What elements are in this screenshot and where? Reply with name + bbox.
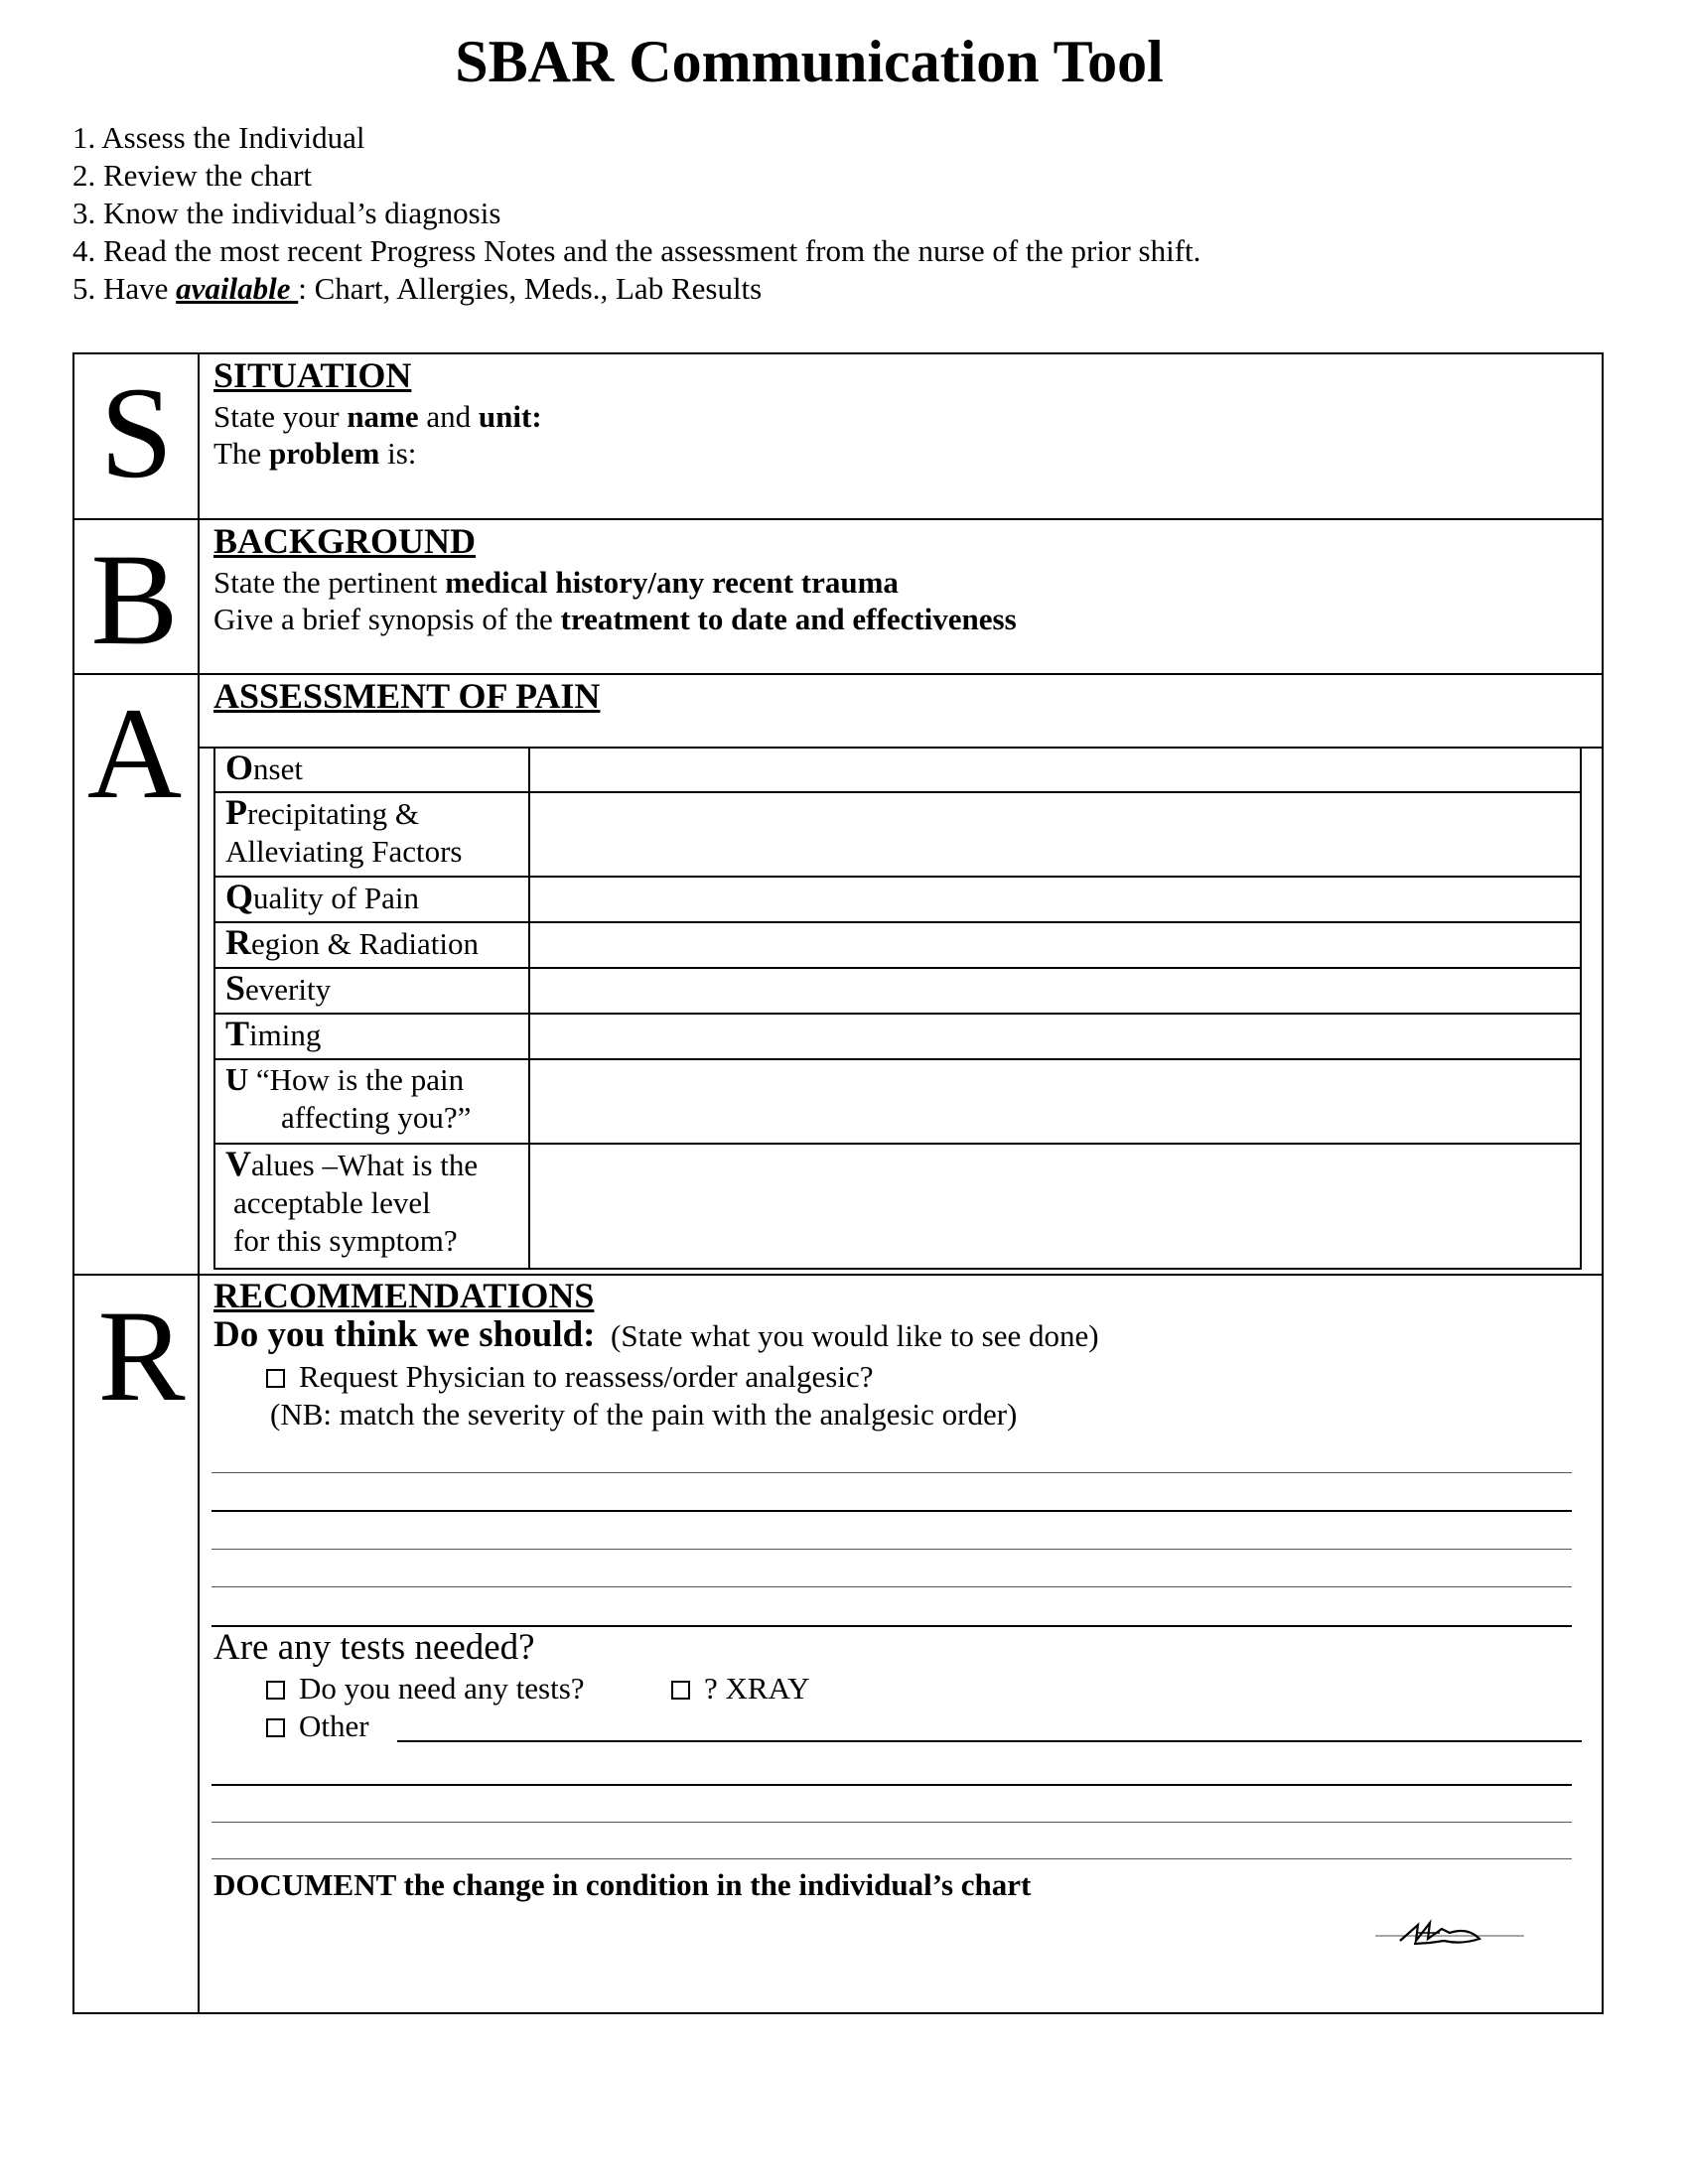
section-letter-s: S — [99, 359, 174, 505]
text-bold: treatment to date and effectiveness — [560, 602, 1017, 636]
text: Give a brief synopsis of the — [213, 602, 561, 636]
table-row — [214, 1144, 1581, 1269]
text: and — [418, 399, 479, 434]
table-row — [214, 968, 1581, 1014]
table-row — [214, 1059, 1581, 1144]
onset-input-cell[interactable] — [529, 748, 1581, 792]
form-border-right — [1602, 352, 1604, 2014]
mnemonic-label: iming — [249, 1018, 322, 1052]
background-heading: BACKGROUND — [213, 521, 477, 561]
write-in-line[interactable] — [211, 1510, 1572, 1512]
tests-checkbox-row[interactable] — [266, 1670, 585, 1707]
precipitating-input-cell[interactable] — [529, 792, 1581, 877]
table-label-cell — [214, 1014, 529, 1059]
checkbox[interactable] — [266, 1718, 285, 1737]
table-label-cell — [214, 1144, 529, 1269]
mnemonic-initial: T — [225, 1014, 250, 1053]
instruction-item: 2. Review the chart — [72, 158, 313, 193]
other-checkbox-row[interactable] — [266, 1707, 369, 1745]
severity-input-cell[interactable] — [529, 968, 1581, 1014]
quality-input-cell[interactable] — [529, 877, 1581, 922]
mnemonic-initial: V — [225, 1144, 251, 1183]
situation-line — [213, 398, 542, 436]
mnemonic-label: uality of Pain — [253, 881, 420, 915]
mnemonic-label: for this symptom? — [233, 1223, 458, 1258]
mnemonic-initial: U — [225, 1061, 249, 1097]
mnemonic-label: Alleviating Factors — [225, 834, 463, 869]
mnemonic-initial: O — [225, 748, 254, 787]
table-label-cell — [214, 877, 529, 922]
pain-assessment-table — [213, 747, 1582, 1270]
background-line — [213, 601, 1017, 638]
text: State your — [213, 399, 348, 434]
page-title: SBAR Communication Tool — [455, 29, 1164, 94]
mnemonic-label: everity — [245, 972, 332, 1007]
checkbox-label: Request Physician to reassess/order analgesic? — [299, 1359, 874, 1394]
instruction-text: : Chart, Allergies, Meds., Lab Results — [298, 271, 763, 306]
instruction-item — [72, 270, 1200, 308]
values-input-cell[interactable] — [529, 1144, 1581, 1269]
write-in-line[interactable] — [211, 1822, 1572, 1823]
question-text: Do you think we should: — [213, 1314, 596, 1355]
letter-column-divider — [198, 352, 200, 2014]
instruction-list — [72, 119, 1200, 308]
background-line — [213, 564, 899, 602]
table-row — [214, 877, 1581, 922]
region-input-cell[interactable] — [529, 922, 1581, 968]
document-instruction — [213, 1866, 1031, 1904]
write-in-line[interactable] — [211, 1472, 1572, 1473]
table-label-cell — [214, 968, 529, 1014]
situation-heading: SITUATION — [213, 355, 412, 395]
assessment-heading: ASSESSMENT OF PAIN — [213, 676, 601, 716]
checkbox-label: ? XRAY — [704, 1671, 810, 1706]
text: is: — [379, 436, 417, 471]
recommendations-question — [213, 1316, 1099, 1355]
section-letter-r: R — [97, 1283, 186, 1429]
xray-checkbox-row[interactable] — [671, 1670, 810, 1707]
situation-line — [213, 435, 416, 473]
mnemonic-initial: S — [225, 968, 246, 1008]
mnemonic-label: acceptable level — [233, 1185, 431, 1220]
form-border-bottom — [72, 2012, 1602, 2014]
checkbox[interactable] — [266, 1369, 285, 1388]
text: The — [213, 436, 269, 471]
analgesic-note: (NB: match the severity of the pain with the analgesic order) — [270, 1397, 1018, 1432]
table-row — [214, 748, 1581, 792]
mnemonic-label: alues –What is the — [251, 1148, 479, 1182]
checkbox-label: Do you need any tests? — [299, 1671, 585, 1706]
section-letter-a: A — [86, 680, 183, 826]
text-bold: problem — [268, 436, 380, 471]
table-row — [214, 1014, 1581, 1059]
text-bold: DOCUMENT — [213, 1867, 396, 1902]
mnemonic-initial: R — [225, 922, 251, 962]
table-row — [214, 792, 1581, 877]
checkbox[interactable] — [266, 1681, 285, 1700]
text-bold: unit: — [478, 399, 542, 434]
question-note: (State what you would like to see done) — [611, 1318, 1099, 1353]
table-label-cell — [214, 922, 529, 968]
mnemonic-label: nset — [253, 751, 303, 786]
write-in-line[interactable] — [211, 1586, 1572, 1587]
instruction-item: 3. Know the individual’s diagnosis — [72, 196, 501, 230]
mnemonic-label: egion & Radiation — [251, 926, 480, 961]
write-in-line[interactable] — [211, 1858, 1572, 1859]
table-label-cell — [214, 748, 529, 792]
recommendations-heading: RECOMMENDATIONS — [213, 1276, 595, 1315]
understanding-input-cell[interactable] — [529, 1059, 1581, 1144]
table-row — [214, 922, 1581, 968]
scribble-mark-icon — [1370, 1911, 1529, 1951]
text-bold: medical history/any recent trauma — [445, 565, 899, 600]
tests-question: Are any tests needed? — [213, 1627, 535, 1668]
mnemonic-label: affecting you?” — [281, 1100, 472, 1135]
instruction-emphasis: available — [176, 271, 299, 306]
checkbox[interactable] — [671, 1681, 690, 1700]
write-in-line[interactable] — [211, 1549, 1572, 1550]
section-letter-b: B — [90, 526, 179, 672]
timing-input-cell[interactable] — [529, 1014, 1581, 1059]
table-label-cell — [214, 792, 529, 877]
checkbox-label: Other — [299, 1708, 369, 1743]
reassess-checkbox-row[interactable] — [266, 1358, 874, 1396]
other-write-in-line[interactable] — [397, 1740, 1582, 1742]
text-bold: name — [347, 399, 419, 434]
instruction-item: 1. Assess the Individual — [72, 120, 365, 155]
mnemonic-initial: P — [225, 792, 247, 832]
instruction-text: 5. Have — [72, 271, 177, 306]
text: State the pertinent — [213, 565, 446, 600]
instruction-item: 4. Read the most recent Progress Notes and the assessment from the nurse of the prior shift. — [72, 233, 1201, 268]
table-label-cell — [214, 1059, 529, 1144]
mnemonic-label: “How is the pain — [248, 1062, 465, 1097]
mnemonic-initial: Q — [225, 877, 254, 916]
write-in-line[interactable] — [211, 1784, 1572, 1786]
mnemonic-label: recipitating & — [247, 796, 420, 831]
text-bold: the change in condition in the individual’s chart — [395, 1867, 1032, 1902]
